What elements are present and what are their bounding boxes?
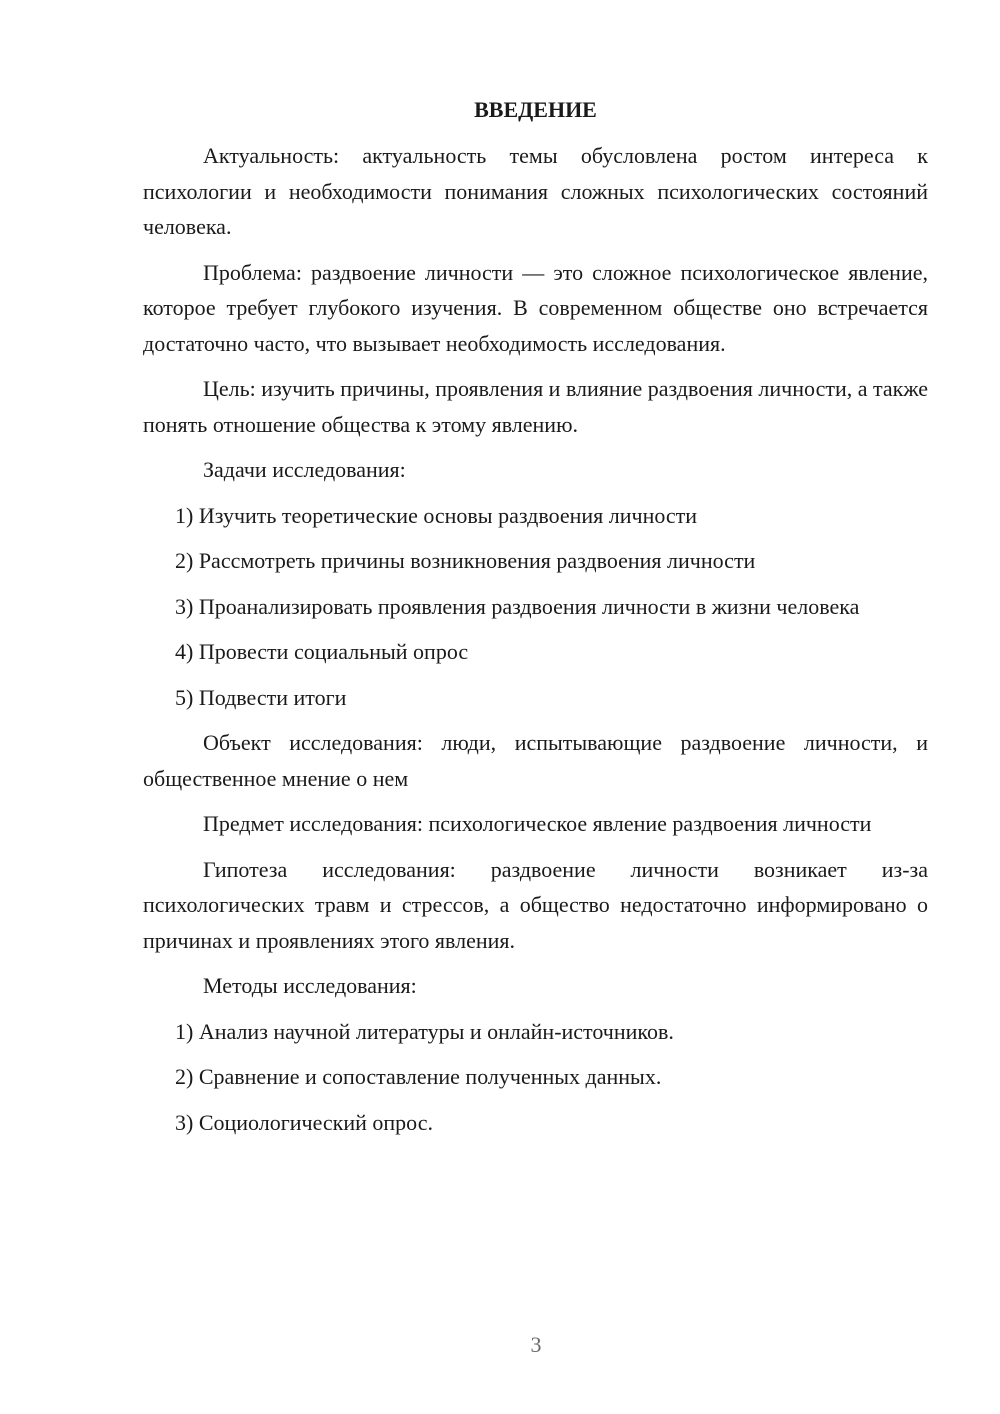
section-title: ВВЕДЕНИЕ xyxy=(474,97,597,122)
methods-heading: Методы исследования: xyxy=(203,973,417,998)
page-content xyxy=(143,93,928,1150)
paragraph-hypothesis: Гипотеза исследования: раздвоение личности возникает из-за психологических травм и стрессов, а общество недостаточно информировано о причинах и проявлениях этого явления. xyxy=(143,856,928,953)
task-item-2: 2) Рассмотреть причины возникновения раздвоения личности xyxy=(175,548,756,573)
method-item-1: 1) Анализ научной литературы и онлайн-источников. xyxy=(175,1018,674,1044)
task-item-5: 5) Подвести итоги xyxy=(175,684,347,710)
task-item-1: 1) Изучить теоретические основы раздвоения личности xyxy=(175,502,698,528)
paragraph-relevance: Актуальность: актуальность темы обусловлена ростом интереса к психологии и необходимости понимания сложных психологических состояний человека. xyxy=(143,143,928,239)
tasks-heading: Задачи исследования: xyxy=(203,457,406,482)
method-item-2: 2) Сравнение и сопоставление полученных данных. xyxy=(175,1064,662,1089)
paragraph-goal: Цель: изучить причины, проявления и влияние раздвоения личности, а также понять отношение общества к этому явлению. xyxy=(143,376,928,437)
paragraph-object: Объект исследования: люди, испытывающие раздвоение личности, и общественное мнение о нем xyxy=(143,730,928,791)
page-number: 3 xyxy=(530,1332,542,1357)
paragraph-subject: Предмет исследования: психологическое явление раздвоения личности xyxy=(203,811,872,836)
task-item-3: 3) Проанализировать проявления раздвоения личности в жизни человека xyxy=(175,593,860,619)
method-item-3: 3) Социологический опрос. xyxy=(175,1109,433,1135)
task-item-4: 4) Провести социальный опрос xyxy=(175,639,469,664)
paragraph-problem: Проблема: раздвоение личности — это сложное психологическое явление, которое требует глубокого изучения. В современном обществе оно встречается достаточно часто, что вызывает необходимость исследования. xyxy=(143,259,928,356)
